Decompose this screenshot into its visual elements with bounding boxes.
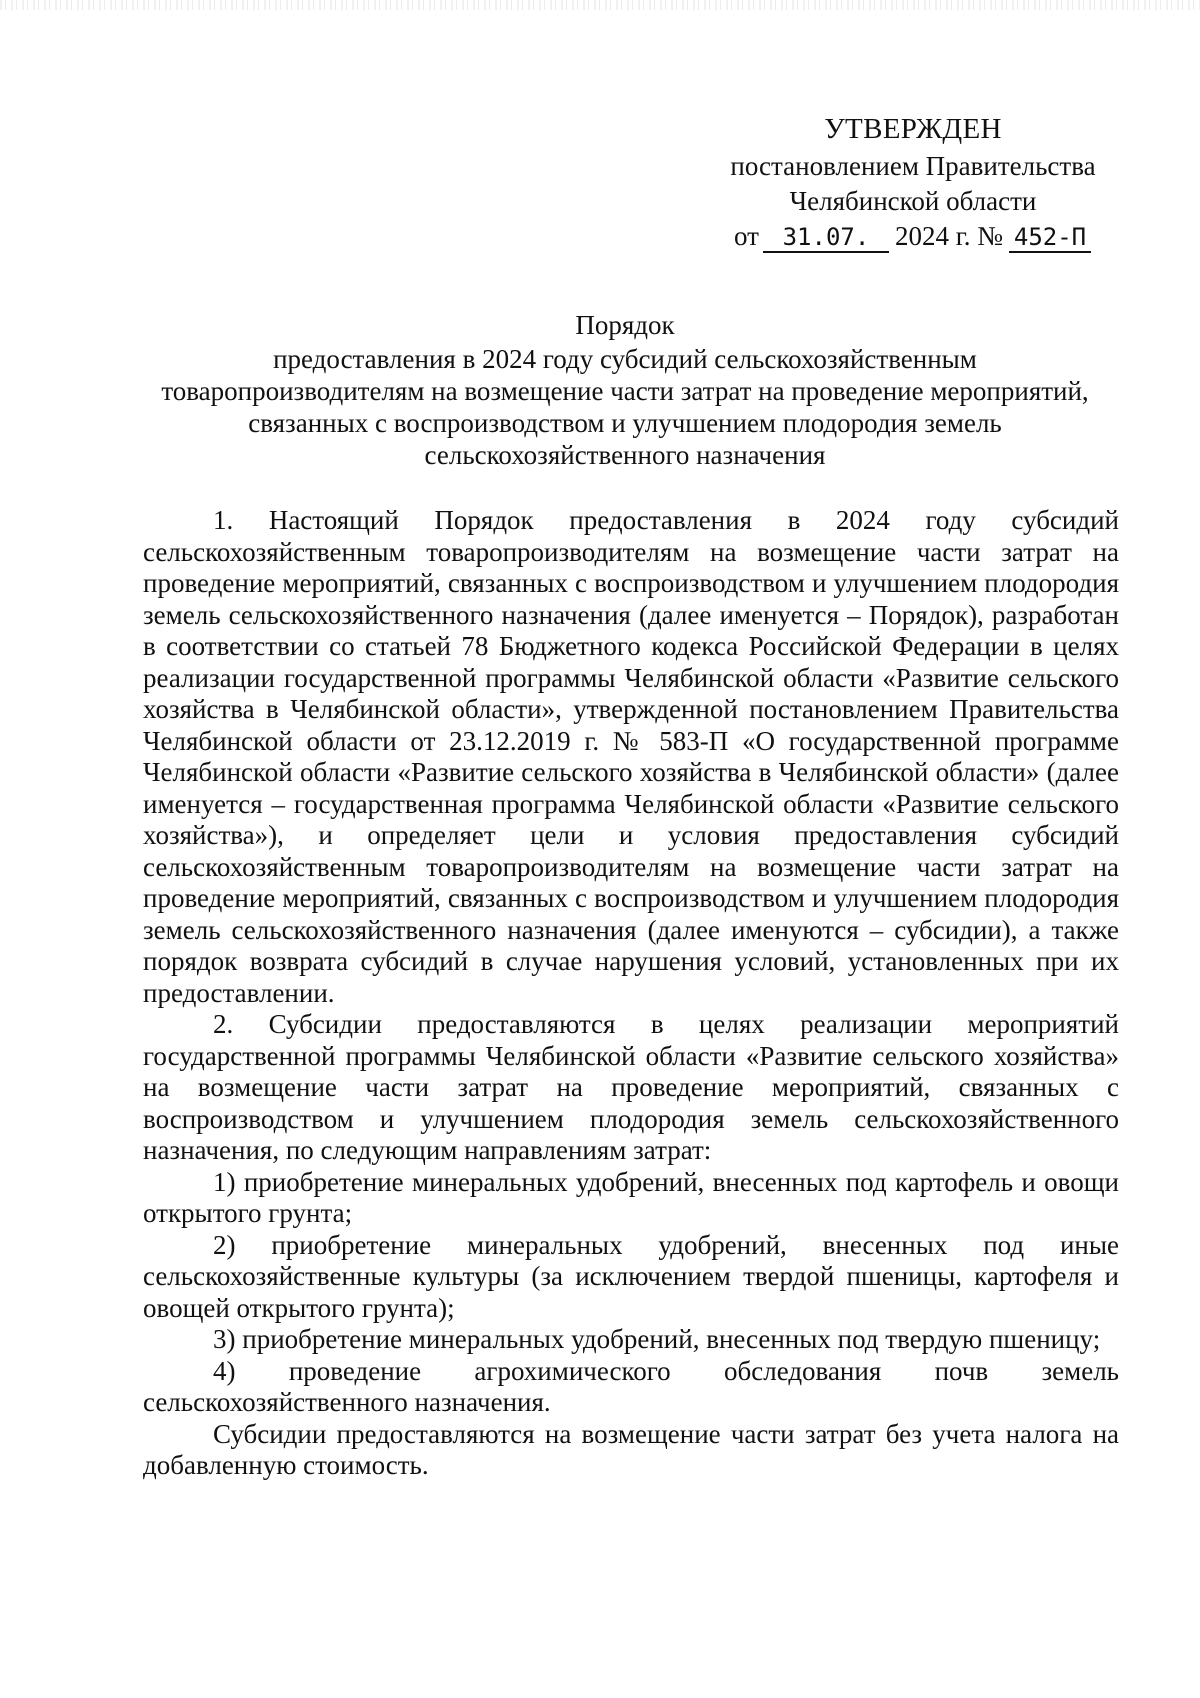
approval-date-field: 31.07. [763,223,889,253]
list-item-2: 2) приобретение минеральных удобрений, внесенных под иные сельскохозяйственные культуры (за исключением твердой пшеницы, картофеля и овощей открытого грунта); [143,1229,1119,1323]
list-item-1: 1) приобретение минеральных удобрений, внесенных под картофель и овощи открытого грунта; [143,1166,1119,1228]
heading-line-4: сельскохозяйственного назначения [424,440,826,470]
list-item-4: 4) проведение агрохимического обследования почв земель сельскохозяйственного назначения. [143,1355,1119,1417]
heading-line-2: товаропроизводителям на возмещение части затрат на проведение мероприятий, [161,376,1089,406]
heading-title: Порядок [575,310,675,340]
scan-edge-artifact [0,0,1200,10]
approval-prefix: от [734,221,759,251]
approval-date-line [708,219,1118,254]
approval-number-field: 452-П [1009,223,1091,253]
document-body [143,505,1119,1482]
paragraph-1: 1. Настоящий Порядок предоставления в 2024 году субсидий сельскохозяйственным товаропроизводителям на возмещение части затрат на проведение мероприятий, связанных с воспроизводством и улучшением плодородия земель сельскохозяйственного назначения (далее именуется – Порядок), разработан в соответствии со статьей 78 Бюджетного кодекса Российской Федерации в целях реализации государственной программы Челябинской области «Развитие сельского хозяйства в Челябинской области», утвержденной постановлением Правительства Челябинской области от 23.12.2019 г. № 583-П «О государственной программе Челябинской области «Развитие сельского хозяйства в Челябинской области» (далее именуется – государственная программа Челябинской области «Развитие сельского хозяйства»), и определяет цели и условия предоставления субсидий сельскохозяйственным товаропроизводителям на возмещение части затрат на проведение мероприятий, связанных с воспроизводством и улучшением плодородия земель сельскохозяйственного назначения (далее именуются – субсидии), а также порядок возврата субсидий в случае нарушения условий, установленных при их предоставлении. [143,505,1119,1008]
approval-line-2: Челябинской области [789,186,1037,216]
approval-line-1: постановлением Правительства [730,151,1096,181]
document-heading [130,309,1120,471]
approval-year: 2024 г. № [894,221,1003,251]
approval-title: УТВЕРЖДЕН [824,113,1002,145]
list-item-3: 3) приобретение минеральных удобрений, внесенных под твердую пшеницу; [213,1324,1101,1354]
paragraph-vat: Субсидии предоставляются на возмещение части затрат без учета налога на добавленную стоимость. [143,1418,1119,1480]
heading-line-3: связанных с воспроизводством и улучшением плодородия земель [248,408,1002,438]
paragraph-2: 2. Субсидии предоставляются в целях реализации мероприятий государственной программы Челябинской области «Развитие сельского хозяйства» на возмещение части затрат на проведение мероприятий, связанных с воспроизводством и улучшением плодородия земель сельскохозяйственного назначения, по следующим направлениям затрат: [143,1009,1119,1165]
approval-block [708,112,1118,254]
heading-line-1: предоставления в 2024 году субсидий сельскохозяйственным [273,344,977,374]
